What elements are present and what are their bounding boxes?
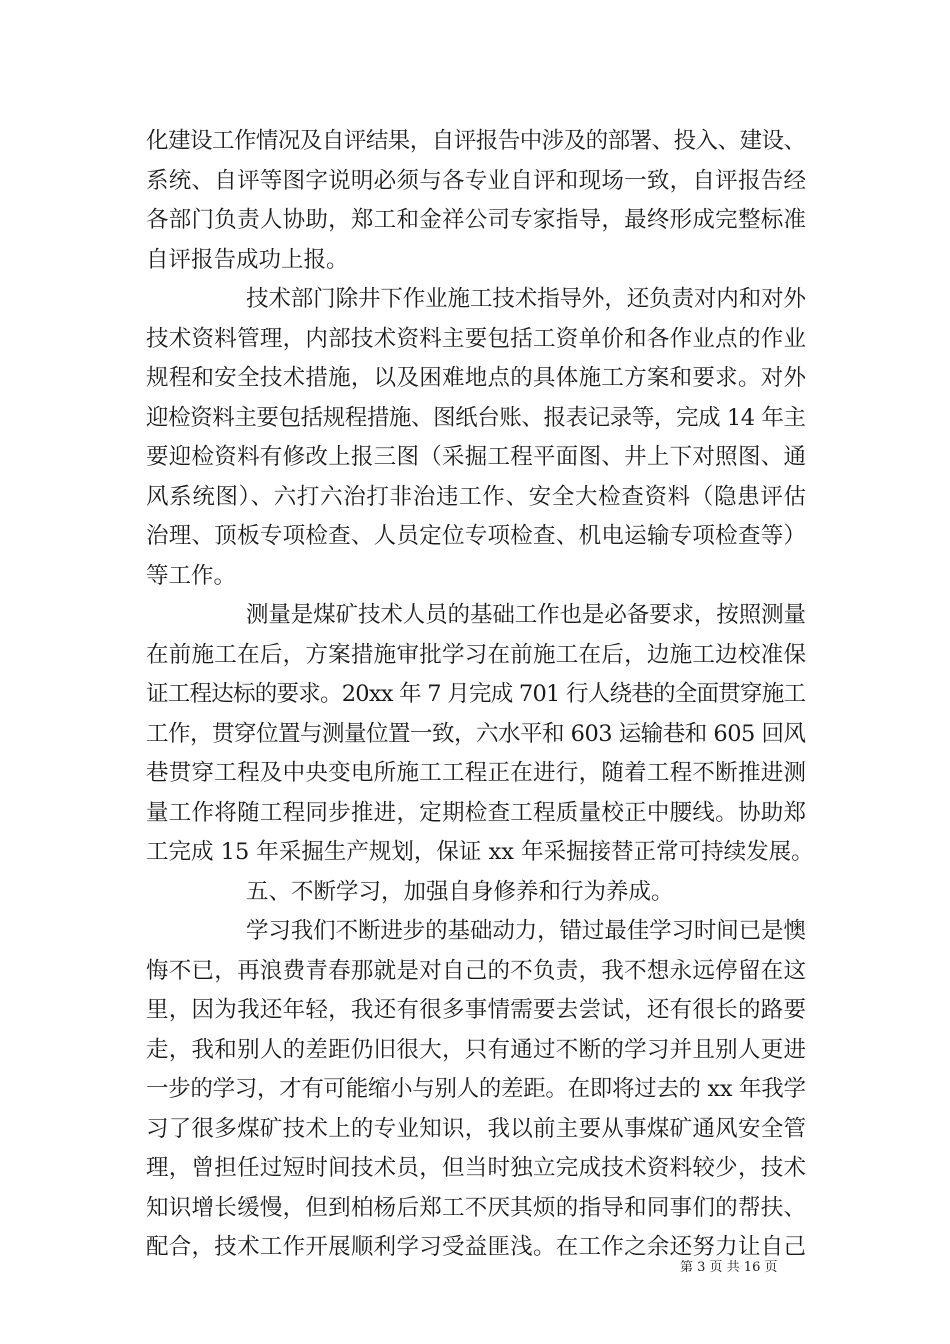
text-line: 悔不已，再浪费青春那就是对自己的不负责，我不想永远停留在这 bbox=[146, 957, 807, 984]
text-line: 测量是煤矿技术人员的基础工作也是必备要求，按照测量 bbox=[246, 602, 806, 628]
text-line: 证工程达标的要求。20xx 年 7 月完成 701 行人绕巷的全面贯穿施工 bbox=[146, 681, 806, 707]
text-line: 配合，技术工作开展顺利学习受益匪浅。在工作之余还努力让自己 bbox=[146, 1234, 807, 1260]
text-line: 学习我们不断进步的基础动力，错过最佳学习时间已是懊 bbox=[246, 918, 806, 944]
text-line: 规程和安全技术措施，以及困难地点的具体施工方案和要求。对外 bbox=[146, 365, 807, 391]
text-line: 各部门负责人协助，郑工和金祥公司专家指导，最终形成完整标准 bbox=[146, 207, 807, 233]
text-line: 化建设工作情况及自评结果，自评报告中涉及的部署、投入、建设、 bbox=[146, 128, 806, 154]
text-line: 习了很多煤矿技术上的专业知识，我以前主要从事煤矿通风安全管 bbox=[146, 1115, 807, 1142]
text-line: 一步的学习，才有可能缩小与别人的差距。在即将过去的 xx 年我学 bbox=[146, 1076, 806, 1102]
text-line: 技术部门除井下作业施工技术指导外，还负责对内和对外 bbox=[246, 286, 806, 312]
text-line: 工完成 15 年采掘生产规划，保证 xx 年采掘接替正常可持续发展。 bbox=[146, 839, 814, 865]
text-line: 理，曾担任过短时间技术员，但当时独立完成技术资料较少，技术 bbox=[146, 1155, 807, 1181]
page-footer: 第 3 页 共 16 页 bbox=[680, 1260, 778, 1275]
text-line: 等工作。 bbox=[146, 562, 237, 589]
text-line: 风系统图）、六打六治打非治违工作、安全大检查资料（隐患评估 bbox=[146, 483, 807, 510]
text-line: 里，因为我还年轻，我还有很多事情需要去尝试，还有很长的路要 bbox=[146, 997, 807, 1023]
text-line: 巷贯穿工程及中央变电所施工工程正在进行，随着工程不断推进测 bbox=[146, 760, 807, 786]
text-line: 治理、顶板专项检查、人员定位专项检查、机电运输专项检查等） bbox=[146, 523, 807, 549]
text-line: 知识增长缓慢，但到柏杨后郑工不厌其烦的指导和同事们的帮扶、 bbox=[146, 1194, 807, 1221]
text-line: 系统、自评等图字说明必须与各专业自评和现场一致，自评报告经 bbox=[146, 167, 807, 194]
text-line: 自评报告成功上报。 bbox=[146, 246, 349, 273]
text-line: 工作，贯穿位置与测量位置一致，六水平和 603 运输巷和 605 回风 bbox=[146, 720, 806, 747]
text-line: 量工作将随工程同步推进，定期检查工程质量校正中腰线。协助郑 bbox=[146, 799, 807, 826]
text-line: 在前施工在后，方案措施审批学习在前施工在后，边施工边校准保 bbox=[146, 641, 807, 668]
text-line: 走，我和别人的差距仍旧很大，只有通过不断的学习并且别人更进 bbox=[146, 1036, 807, 1063]
text-line: 迎检资料主要包括规程措施、图纸台账、报表记录等，完成 14 年主 bbox=[146, 404, 806, 431]
text-line: 五、不断学习，加强自身修养和行为养成。 bbox=[246, 878, 674, 905]
text-line: 技术资料管理，内部技术资料主要包括工资单价和各作业点的作业 bbox=[146, 325, 807, 352]
text-line: 要迎检资料有修改上报三图（采掘工程平面图、井上下对照图、通 bbox=[146, 444, 807, 470]
